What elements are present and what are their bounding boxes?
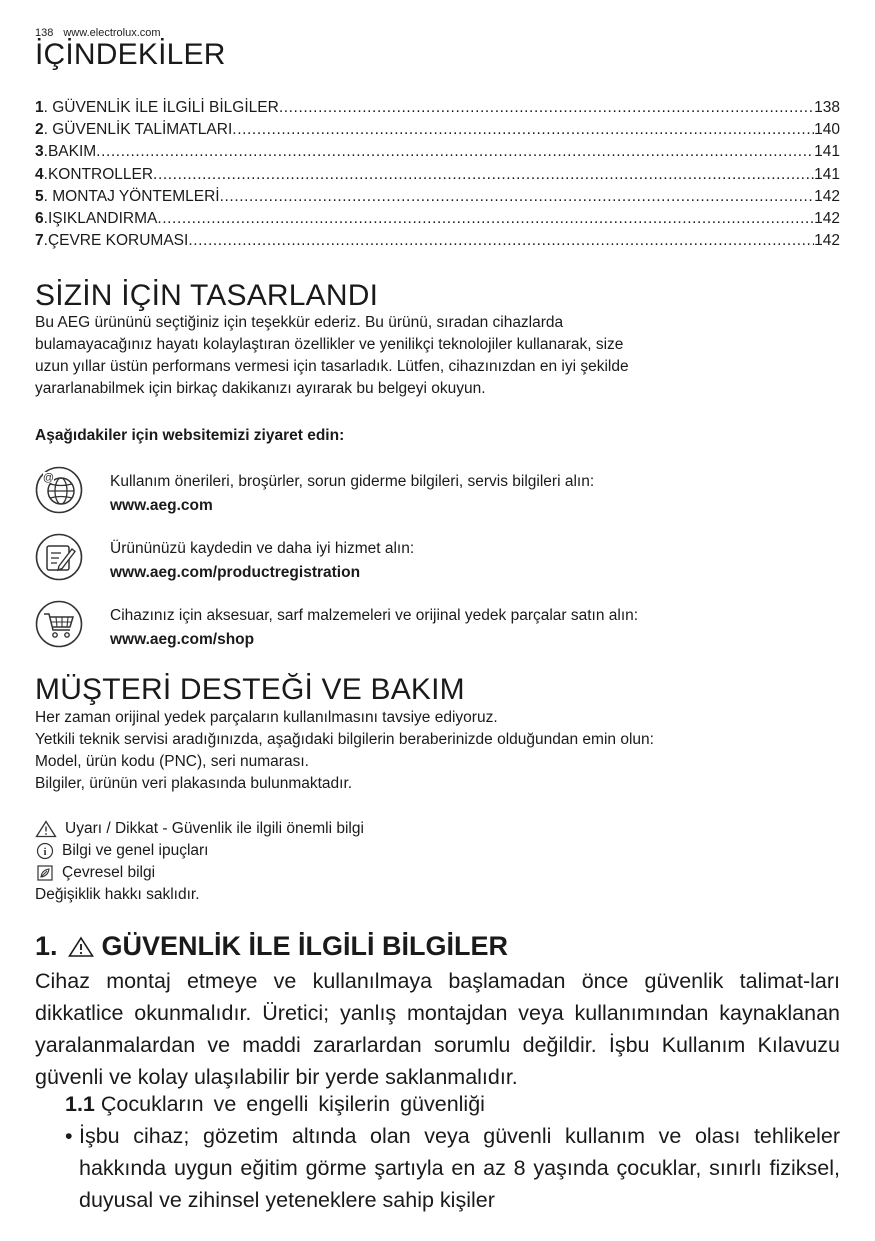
visit-item (35, 533, 840, 583)
page-number: 138 (35, 27, 54, 39)
toc-item[interactable]: 1 . GÜVENLİK İLE İLGİLİ BİLGİLER ..... 138 (35, 97, 840, 119)
product-registration-link[interactable]: www.aeg.com/productregistration (110, 564, 361, 581)
visit-heading: Aşağıdakiler için websitemizi ziyaret edin: (35, 427, 345, 444)
toc-title: İÇİNDEKİLER (35, 38, 226, 71)
legend-item: i Bilgi ve genel ipuçları (35, 840, 208, 862)
aeg-website-link[interactable]: www.aeg.com (110, 497, 213, 514)
designed-title: SİZİN İÇİN TASARLANDI (35, 279, 379, 312)
warning-icon (35, 820, 57, 838)
shopping-cart-icon (35, 600, 83, 648)
support-title: MÜŞTERİ DESTEĞİ VE BAKIM (35, 673, 465, 706)
svg-text:@: @ (42, 472, 55, 484)
svg-text:i: i (43, 846, 47, 858)
toc-item[interactable]: 6 . IŞIKLANDIRMA ..... 142 (35, 208, 840, 230)
visit-item (35, 600, 840, 650)
website-link[interactable]: www.electrolux.com (63, 27, 161, 39)
environment-icon (36, 864, 54, 882)
visit-text: Cihazınız için aksesuar, sarf malzemeleri ve orijinal yedek parçalar satın alın: (110, 607, 639, 624)
list-item: • İşbu cihaz; gözetim altında olan veya güvenli kullanım ve olası tehlikeler hakkında uygun eğitim görme şartıyla en az 8 yaşında çocuklar, sınırlı fiziksel, duyusal ve zihinsel yeteneklere sahip kişiler (65, 1124, 840, 1212)
toc-item[interactable]: 5 . MONTAJ YÖNTEMLERİ ..... 142 (35, 186, 840, 208)
toc-item[interactable]: 7 . ÇEVRE KORUMASI ..... 142 (35, 230, 840, 252)
table-of-contents (35, 97, 840, 252)
warning-icon (68, 936, 94, 958)
support-text: Her zaman orijinal yedek parçaların kullanılmasını tavsiye ediyoruz. Yetkili teknik servisi aradığınızda, aşağıdaki bilgilerin beraberinizde olduğundan emin olun: Model, ürün kodu (PNC), seri numarası. Bilgiler, ürünün veri plakasında bulunmaktadır. (35, 709, 654, 792)
shop-link[interactable]: www.aeg.com/shop (110, 631, 255, 648)
toc-item[interactable]: 3 . BAKIM ..... 141 (35, 141, 840, 163)
designed-intro: Bu AEG ürününü seçtiğiniz için teşekkür ederiz. Bu ürünü, sıradan cihazlarda bulamayacağınız hayatı kolaylaştıran özellikler ve yenilikçi teknolojiler kullanarak, size uzun yıllar üstün performans vermesi için tasarladık. Lütfen, cihazınızdan en iyi şekilde yararlanabilmek için birkaç dakikanızı ayırarak bu belgeyi okuyun. (35, 314, 629, 397)
safety-intro: Cihaz montaj etmeye ve kullanılmaya başlamadan önce güvenlik talimat-ları dikkatlice okunmalıdır. Üretici; yanlış montajdan veya kullanımından kaynaklanan yaralanmalardan ve maddi zararlardan sorumlu değildir. İşbu Kullanım Kılavuzu güvenli ve kolay ulaşılabilir bir yerde saklanmalıdır. (35, 969, 840, 1089)
subsection-heading: 1.1 Çocukların ve engelli kişilerin güvenliği (65, 1092, 485, 1116)
legend-item: Uyarı / Dikkat - Güvenlik ile ilgili önemli bilgi (35, 818, 364, 840)
change-notice: Değişiklik hakkı saklıdır. (35, 886, 200, 903)
info-icon (36, 842, 54, 860)
toc-item[interactable]: 2 . GÜVENLİK TALİMATLARI ..... 140 (35, 119, 840, 141)
toc-item[interactable]: 4 . KONTROLLER ..... 141 (35, 164, 840, 186)
visit-text: Ürününüzü kaydedin ve daha iyi hizmet alın: (110, 540, 415, 557)
globe-icon (35, 466, 83, 514)
safety-heading: 1. GÜVENLİK İLE İLGİLİ BİLGİLER (35, 931, 509, 961)
legend-item: Çevresel bilgi (35, 862, 155, 884)
visit-item (35, 466, 840, 516)
visit-text: Kullanım önerileri, broşürler, sorun giderme bilgileri, servis bilgileri alın: (110, 473, 595, 490)
registration-icon (35, 533, 83, 581)
